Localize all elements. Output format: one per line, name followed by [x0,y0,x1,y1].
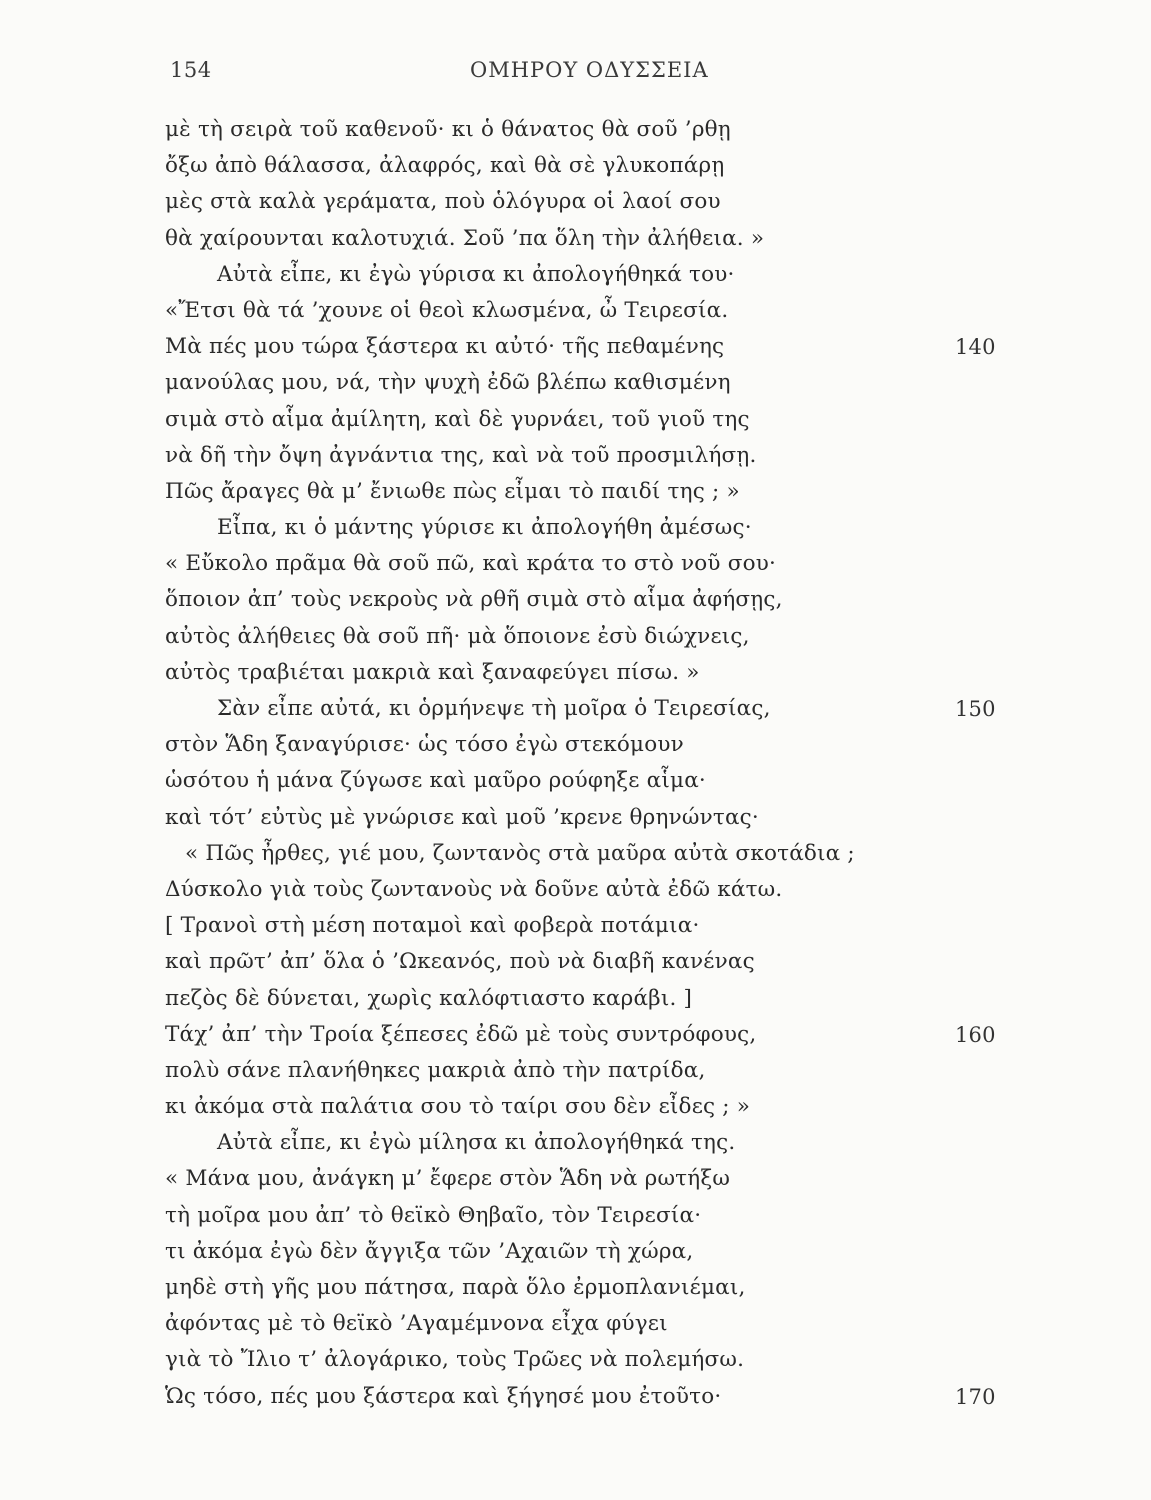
verse-line [165,1342,995,1378]
verse-line [165,908,995,944]
verse-line [165,619,995,655]
verse-text-line: θὰ χαίρουνται καλοτυχιά. Σοῦ ’πα ὅλη τὴν ἀλήθεια. » [165,225,765,251]
verse-line [165,510,995,546]
running-header [0,58,1151,88]
verse-text-line: Σὰν εἶπε αὐτά, κι ὁρμήνεψε τὴ μοῖρα ὁ Τειρεσίας, [217,696,771,721]
book-title: ΟΜΗΡΟΥ ΟΔΥΣΣΕΙΑ [470,58,709,82]
verse-line [165,293,995,329]
verse-text-line: κι ἀκόμα στὰ παλάτια σου τὸ ταίρι σου δὲν εἶδες ; » [165,1094,751,1120]
verse-text-line: νὰ δῆ τὴν ὄψη ἀγνάντια της, καὶ νὰ τοῦ προσμιλήσῃ. [165,442,757,468]
page-number: 154 [170,58,212,82]
verse-line [165,800,995,836]
verse-text-line: πολὺ σάνε πλανήθηκες μακριὰ ἀπὸ τὴν πατρίδα, [165,1057,706,1083]
verse-line [165,148,995,184]
verse-text-line: ὅποιον ἀπ’ τοὺς νεκροὺς νὰ ρθῆ σιμὰ στὸ αἷμα ἀφήσῃς, [165,587,783,613]
verse-line [165,1198,995,1234]
verse-line [165,1161,995,1197]
verse-text-line: Δύσκολο γιὰ τοὺς ζωντανοὺς νὰ δοῦνε αὐτὰ ἐδῶ κάτω. [165,876,783,902]
verse-text [165,112,995,1415]
verse-line [165,474,995,510]
verse-line [165,836,995,872]
verse-line [165,402,995,438]
verse-text-line: Τάχ’ ἀπ’ τὴν Τροία ξέπεσες ἐδῶ μὲ τοὺς συντρόφους, [165,1021,757,1047]
line-number: 160 [955,1022,996,1047]
verse-text-line: τι ἀκόμα ἐγὼ δὲν ἄγγιξα τῶν ’Αχαιῶν τὴ χώρα, [165,1238,694,1264]
verse-text-line: γιὰ τὸ Ἴλιο τ’ ἀλογάρικο, τοὺς Τρῶες νὰ πολεμήσω. [165,1347,745,1373]
verse-text-line: « Πῶς ἦρθες, γιέ μου, ζωντανὸς στὰ μαῦρα αὐτὰ σκοτάδια ; [185,840,855,866]
verse-line [165,1053,995,1089]
verse-line [165,691,995,727]
line-number: 150 [955,697,996,721]
verse-line [165,329,995,365]
line-number: 140 [955,335,996,360]
verse-line [165,257,995,293]
verse-text-line: μανούλας μου, νά, τὴν ψυχὴ ἐδῶ βλέπω καθισμένη [165,370,731,396]
verse-line [165,184,995,220]
verse-line [165,1379,995,1415]
verse-text-line: μηδὲ στὴ γῆς μου πάτησα, παρὰ ὅλο ἐρμοπλανιέμαι, [165,1275,746,1300]
verse-text-line: Εἶπα, κι ὁ μάντης γύρισε κι ἀπολογήθη ἀμέσως· [217,515,752,541]
verse-text-line: ὡσότου ἡ μάνα ζύγωσε καὶ μαῦρο ρούφηξε αἷμα· [165,768,706,794]
verse-line [165,1234,995,1270]
verse-line [165,546,995,582]
verse-text-line: τὴ μοῖρα μου ἀπ’ τὸ θεϊκὸ Θηβαῖο, τὸν Τειρεσία· [165,1202,702,1228]
verse-text-line: μὲς στὰ καλὰ γεράματα, ποὺ ὁλόγυρα οἱ λαοί σου [165,189,721,215]
verse-text-line: Μὰ πές μου τώρα ξάστερα κι αὐτό· τῆς πεθαμένης [165,334,725,360]
verse-line [165,438,995,474]
verse-text-line: αὐτὸς τραβιέται μακριὰ καὶ ξαναφεύγει πίσω. » [165,659,700,685]
line-number: 170 [955,1384,996,1409]
verse-text-line: μὲ τὴ σειρὰ τοῦ καθενοῦ· κι ὁ θάνατος θὰ σοῦ ’ρθῃ [165,117,731,142]
verse-text-line: Αὐτὰ εἶπε, κι ἐγὼ μίλησα κι ἀπολογήθηκά της. [217,1130,736,1156]
verse-text-line: [ Τρανοὶ στὴ μέση ποταμοὶ καὶ φοβερὰ ποτάμια· [165,913,700,939]
verse-text-line: πεζὸς δὲ δύνεται, χωρὶς καλόφτιαστο καράβι. ] [165,985,693,1011]
verse-line [165,1125,995,1161]
verse-text-line: σιμὰ στὸ αἷμα ἀμίλητη, καὶ δὲ γυρνάει, τοῦ γιοῦ της [165,406,750,432]
verse-text-line: « Εὔκολο πρᾶμα θὰ σοῦ πῶ, καὶ κράτα το στὸ νοῦ σου· [165,551,777,577]
verse-line [165,981,995,1017]
verse-line [165,872,995,908]
verse-line [165,763,995,799]
verse-line [165,944,995,980]
verse-line [165,655,995,691]
verse-text-line: Πῶς ἄραγες θὰ μ’ ἔνιωθε πὼς εἶμαι τὸ παιδί της ; » [165,478,740,504]
verse-line [165,1017,995,1053]
verse-line [165,221,995,257]
verse-line [165,365,995,401]
verse-text-line: καὶ τότ’ εὐτὺς μὲ γνώρισε καὶ μοῦ ’κρενε θρηνώντας· [165,804,759,830]
verse-text-line: ὄξω ἀπὸ θάλασσα, ἀλαφρός, καὶ θὰ σὲ γλυκοπάρῃ [165,153,725,179]
verse-text-line: καὶ πρῶτ’ ἀπ’ ὅλα ὁ ’Ωκεανός, ποὺ νὰ διαβῆ κανένας [165,949,755,975]
verse-text-line: αὐτὸς ἀλήθειες θὰ σοῦ πῆ· μὰ ὅποιονε ἐσὺ διώχνεις, [165,623,750,649]
verse-text-line: Αὐτὰ εἶπε, κι ἐγὼ γύρισα κι ἀπολογήθηκά του· [217,261,735,287]
verse-line [165,727,995,763]
verse-line [165,582,995,618]
verse-line [165,1270,995,1306]
verse-line [165,1306,995,1342]
verse-line [165,1089,995,1125]
verse-text-line: ἀφόντας μὲ τὸ θεϊκὸ ’Αγαμέμνονα εἶχα φύγει [165,1311,668,1337]
verse-text-line: Ὡς τόσο, πές μου ξάστερα καὶ ξήγησέ μου ἐτοῦτο· [165,1383,722,1409]
verse-text-line: στὸν Ἅδη ξαναγύρισε· ὡς τόσο ἐγὼ στεκόμουν [165,732,684,758]
verse-text-line: « Μάνα μου, ἀνάγκη μ’ ἔφερε στὸν Ἅδη νὰ ρωτήξω [165,1166,731,1192]
verse-line [165,112,995,148]
verse-text-line: «Ἔτσι θὰ τά ’χουνε οἱ θεοὶ κλωσμένα, ὦ Τειρεσία. [165,297,729,323]
